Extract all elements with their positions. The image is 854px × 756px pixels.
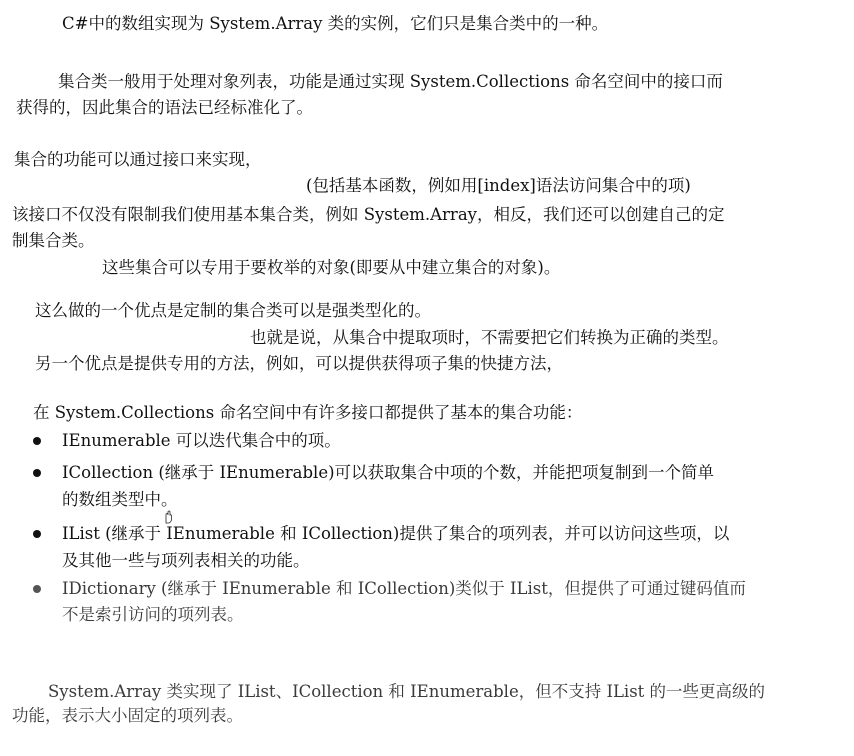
text-line-4: 集合的功能可以通过接口来实现， bbox=[14, 150, 262, 169]
text-line-9: 这么做的一个优点是定制的集合类可以是强类型化的。 bbox=[35, 301, 431, 320]
text-line-17: 及其他一些与项列表相关的功能。 bbox=[62, 551, 310, 570]
text-line-1: C#中的数组实现为 System.Array 类的实例，它们只是集合类中的一种。 bbox=[62, 14, 609, 33]
text-line-12: 在 System.Collections 命名空间中有许多接口都提供了基本的集合功能： bbox=[33, 403, 583, 422]
text-line-19: 不是索引访问的项列表。 bbox=[62, 605, 244, 624]
bullet-icon bbox=[33, 469, 41, 477]
text-line-13: IEnumerable 可以迭代集合中的项。 bbox=[62, 431, 341, 450]
text-line-2: 集合类一般用于处理对象列表，功能是通过实现 System.Collections 命名空间中的接口而 bbox=[58, 72, 723, 91]
text-line-21: 功能，表示大小固定的项列表。 bbox=[12, 706, 243, 725]
text-line-11: 另一个优点是提供专用的方法，例如，可以提供获得项子集的快捷方法， bbox=[35, 354, 563, 373]
text-line-18: IDictionary (继承于 IEnumerable 和 ICollection)类似于 IList，但提供了可通过键码值而 bbox=[62, 579, 746, 598]
text-line-5: (包括基本函数，例如用[index]语法访问集合中的项) bbox=[306, 176, 691, 195]
text-line-14: ICollection (继承于 IEnumerable)可以获取集合中项的个数，并能把项复制到一个简单 bbox=[62, 463, 715, 482]
bullet-icon bbox=[33, 437, 41, 445]
text-line-15: 的数组类型中。 bbox=[62, 490, 178, 509]
text-line-8: 这些集合可以专用于要枚举的对象(即要从中建立集合的对象)。 bbox=[102, 258, 561, 277]
text-line-6: 该接口不仅没有限制我们使用基本集合类，例如 System.Array，相反，我们还可以创建自己的定 bbox=[12, 205, 725, 224]
text-line-7: 制集合类。 bbox=[12, 231, 95, 250]
text-line-20: System.Array 类实现了 IList、ICollection 和 IEnumerable，但不支持 IList 的一些更高级的 bbox=[48, 682, 766, 701]
bullet-icon bbox=[33, 530, 41, 538]
bullet-icon bbox=[33, 585, 41, 593]
text-line-3: 获得的，因此集合的语法已经标准化了。 bbox=[16, 98, 313, 117]
text-line-16: IList (继承于 IEnumerable 和 ICollection)提供了集合的项列表，并可以访问这些项，以 bbox=[62, 524, 730, 543]
hand-cursor-icon bbox=[163, 510, 173, 524]
text-line-10: 也就是说，从集合中提取项时，不需要把它们转换为正确的类型。 bbox=[250, 328, 729, 347]
